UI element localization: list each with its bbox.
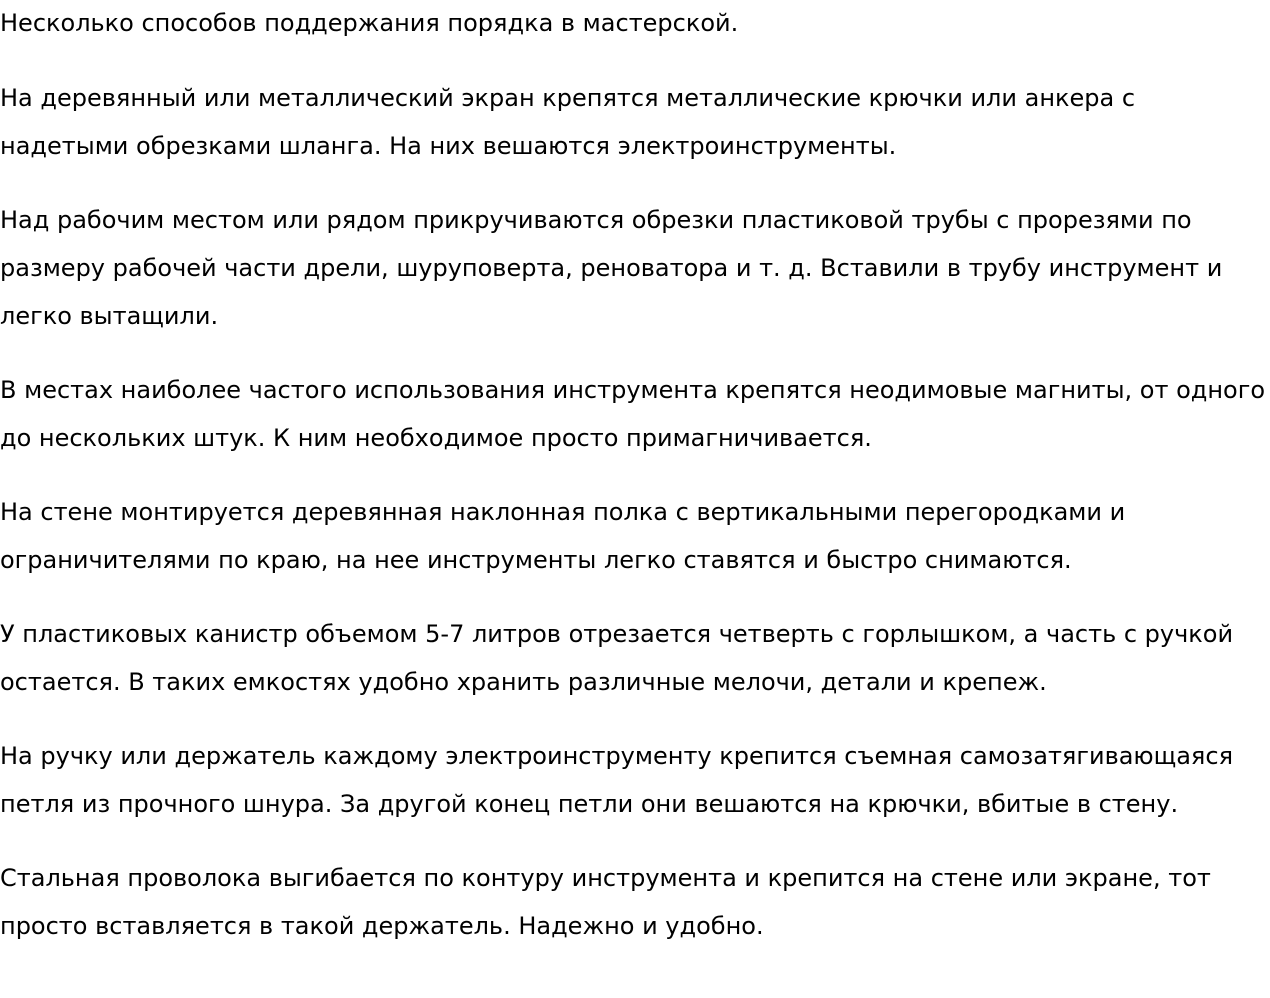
paragraph-cord-loops: На ручку или держатель каждому электроинструменту крепится съемная самозатягивающаяся петля из прочного шнура. За другой конец петли они вешаются на крючки, вбитые в стену. <box>0 742 1233 818</box>
paragraph-canister-containers: У пластиковых канистр объемом 5-7 литров отрезается четверть с горлышком, а часть с ручкой остается. В таких емкостях удобно хранить различные мелочи, детали и крепеж. <box>0 620 1234 696</box>
paragraph-inclined-shelf: На стене монтируется деревянная наклонная полка с вертикальными перегородками и ограничителями по краю, на нее инструменты легко ставятся и быстро снимаются. <box>0 498 1126 574</box>
paragraph-wall-screen-hooks: На деревянный или металлический экран крепятся металлические крючки или анкера с надетыми обрезками шланга. На них вешаются электроинструменты. <box>0 84 1136 160</box>
paragraph-neodymium-magnets: В местах наиболее частого использования инструмента крепятся неодимовые магниты, от одного до нескольких штук. К ним необходимое просто примагничивается. <box>0 376 1266 452</box>
paragraph-steel-wire-holders: Стальная проволока выгибается по контуру инструмента и крепится на стене или экране, тот просто вставляется в такой держатель. Надежно и удобно. <box>0 864 1211 940</box>
intro-paragraph: Несколько способов поддержания порядка в мастерской. <box>0 9 739 37</box>
paragraph-plastic-pipe-holders: Над рабочим местом или рядом прикручиваются обрезки пластиковой трубы с прорезями по размеру рабочей части дрели, шуруповерта, реноватора и т. д. Вставили в трубу инструмент и легко вытащили. <box>0 206 1223 330</box>
